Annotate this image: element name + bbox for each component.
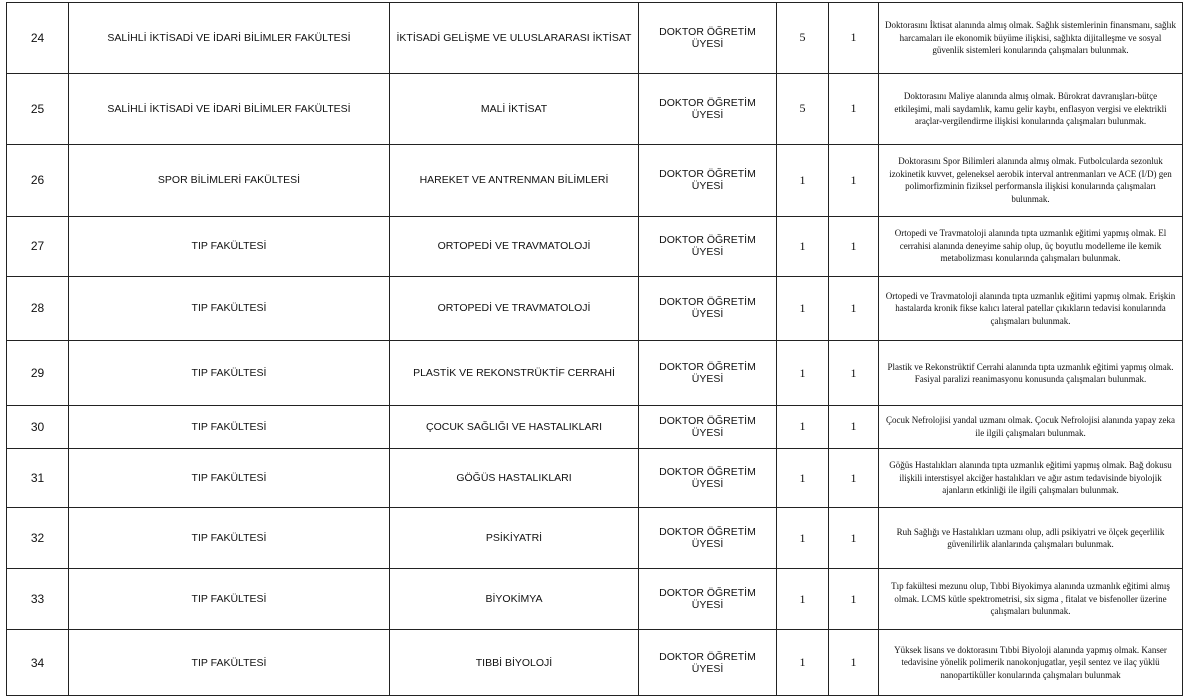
position-count: 1 xyxy=(829,406,879,449)
position-grade: 1 xyxy=(777,216,829,276)
faculty-name: SALİHLİ İKTİSADİ VE İDARİ BİLİMLER FAKÜLTESİ xyxy=(69,3,390,74)
department-name: MALİ İKTİSAT xyxy=(390,73,639,144)
academic-title: DOKTOR ÖĞRETİM ÜYESİ xyxy=(639,144,777,216)
faculty-name: TIP FAKÜLTESİ xyxy=(69,216,390,276)
position-count: 1 xyxy=(829,569,879,630)
faculty-name: TIP FAKÜLTESİ xyxy=(69,406,390,449)
row-number: 31 xyxy=(7,448,69,508)
position-count: 1 xyxy=(829,630,879,696)
academic-title: DOKTOR ÖĞRETİM ÜYESİ xyxy=(639,276,777,341)
position-requirements: Doktorasını Maliye alanında almış olmak. Bürokrat davranışları-bütçe etkileşimi, mali saydamlık, kamu gelir kaybı, enflasyon vergisi ve elektrikli araçlar-vergilendirme ilişkisi konularında çalışmaları bulunmak. xyxy=(879,73,1183,144)
positions-table xyxy=(6,2,1183,696)
position-count: 1 xyxy=(829,448,879,508)
table-row xyxy=(7,448,1183,508)
position-requirements: Ruh Sağlığı ve Hastalıkları uzmanı olup, adli psikiyatri ve ölçek geçerlilik güvenilirlik alanlarında çalışmaları bulunmak. xyxy=(879,508,1183,569)
table-row xyxy=(7,630,1183,696)
academic-title: DOKTOR ÖĞRETİM ÜYESİ xyxy=(639,630,777,696)
position-requirements: Göğüs Hastalıkları alanında tıpta uzmanlık eğitimi yapmış olmak. Bağ dokusu ilişkili interstisyel akciğer hastalıkları ve ağır astım tedavisinde biyolojik ajanların etkinliği ile ilgili çalışmaları bulunmak. xyxy=(879,448,1183,508)
position-count: 1 xyxy=(829,508,879,569)
position-grade: 1 xyxy=(777,569,829,630)
position-count: 1 xyxy=(829,341,879,406)
row-number: 28 xyxy=(7,276,69,341)
department-name: HAREKET VE ANTRENMAN BİLİMLERİ xyxy=(390,144,639,216)
position-count: 1 xyxy=(829,216,879,276)
row-number: 30 xyxy=(7,406,69,449)
academic-title: DOKTOR ÖĞRETİM ÜYESİ xyxy=(639,341,777,406)
row-number: 33 xyxy=(7,569,69,630)
position-grade: 1 xyxy=(777,508,829,569)
row-number: 24 xyxy=(7,3,69,74)
position-requirements: Yüksek lisans ve doktorasını Tıbbi Biyoloji alanında yapmış olmak. Kanser tedavisine yönelik polimerik nanokonjugatlar, yeşil sentez ve ilaç yüklü nanopartiküller konularında çalışmaları bulunmak xyxy=(879,630,1183,696)
position-grade: 1 xyxy=(777,406,829,449)
academic-title: DOKTOR ÖĞRETİM ÜYESİ xyxy=(639,406,777,449)
row-number: 26 xyxy=(7,144,69,216)
academic-title: DOKTOR ÖĞRETİM ÜYESİ xyxy=(639,73,777,144)
position-count: 1 xyxy=(829,276,879,341)
row-number: 29 xyxy=(7,341,69,406)
department-name: BİYOKİMYA xyxy=(390,569,639,630)
row-number: 25 xyxy=(7,73,69,144)
faculty-name: TIP FAKÜLTESİ xyxy=(69,276,390,341)
position-grade: 1 xyxy=(777,341,829,406)
table-row xyxy=(7,73,1183,144)
faculty-name: TIP FAKÜLTESİ xyxy=(69,508,390,569)
faculty-name: SPOR BİLİMLERİ FAKÜLTESİ xyxy=(69,144,390,216)
department-name: PSİKİYATRİ xyxy=(390,508,639,569)
table-row xyxy=(7,569,1183,630)
faculty-name: TIP FAKÜLTESİ xyxy=(69,448,390,508)
position-requirements: Doktorasını İktisat alanında almış olmak. Sağlık sistemlerinin finansmanı, sağlık harcamaları ile ekonomik büyüme ilişkisi, sağlıkta dijitalleşme ve sosyal güvenlik sistemleri konularında çalışmaları bulunmak. xyxy=(879,3,1183,74)
position-requirements: Doktorasını Spor Bilimleri alanında almış olmak. Futbolcularda sezonluk izokinetik kuvvet, geleneksel aerobik interval antrenmanları ve ACE (I/D) gen polimorfizminin fiziksel performansla ilişkisi konularında çalışmaları bulunmak. xyxy=(879,144,1183,216)
position-grade: 1 xyxy=(777,276,829,341)
position-requirements: Çocuk Nefrolojisi yandal uzmanı olmak. Çocuk Nefrolojisi alanında yapay zeka ile ilgili çalışmaları bulunmak. xyxy=(879,406,1183,449)
faculty-name: TIP FAKÜLTESİ xyxy=(69,630,390,696)
position-count: 1 xyxy=(829,144,879,216)
table-row xyxy=(7,508,1183,569)
position-requirements: Ortopedi ve Travmatoloji alanında tıpta uzmanlık eğitimi yapmış olmak. El cerrahisi alanında deneyime sahip olup, üç boyutlu modelleme ile kemik metabolizması konularında çalışmaları bulunmak. xyxy=(879,216,1183,276)
faculty-name: TIP FAKÜLTESİ xyxy=(69,341,390,406)
department-name: ORTOPEDİ VE TRAVMATOLOJİ xyxy=(390,216,639,276)
academic-title: DOKTOR ÖĞRETİM ÜYESİ xyxy=(639,3,777,74)
academic-title: DOKTOR ÖĞRETİM ÜYESİ xyxy=(639,569,777,630)
academic-title: DOKTOR ÖĞRETİM ÜYESİ xyxy=(639,216,777,276)
table-row xyxy=(7,276,1183,341)
table-row xyxy=(7,144,1183,216)
department-name: PLASTİK VE REKONSTRÜKTİF CERRAHİ xyxy=(390,341,639,406)
table-row xyxy=(7,406,1183,449)
department-name: İKTİSADİ GELİŞME VE ULUSLARARASI İKTİSAT xyxy=(390,3,639,74)
row-number: 27 xyxy=(7,216,69,276)
position-count: 1 xyxy=(829,3,879,74)
table-row xyxy=(7,216,1183,276)
position-grade: 5 xyxy=(777,3,829,74)
faculty-name: SALİHLİ İKTİSADİ VE İDARİ BİLİMLER FAKÜLTESİ xyxy=(69,73,390,144)
academic-title: DOKTOR ÖĞRETİM ÜYESİ xyxy=(639,508,777,569)
position-grade: 1 xyxy=(777,630,829,696)
faculty-name: TIP FAKÜLTESİ xyxy=(69,569,390,630)
department-name: ÇOCUK SAĞLIĞI VE HASTALIKLARI xyxy=(390,406,639,449)
position-requirements: Ortopedi ve Travmatoloji alanında tıpta uzmanlık eğitimi yapmış olmak. Erişkin hastalarda kronik fikse kalıcı lateral patellar çıkıkların tedavisi konularında çalışmaları bulunmak. xyxy=(879,276,1183,341)
table-row xyxy=(7,3,1183,74)
table-body xyxy=(7,3,1183,696)
position-requirements: Tıp fakültesi mezunu olup, Tıbbi Biyokimya alanında uzmanlık eğitimi almış olmak. LCMS kütle spektrometrisi, six sigma , fitalat ve bisfenoller üzerine çalışmaları bulunmak. xyxy=(879,569,1183,630)
position-count: 1 xyxy=(829,73,879,144)
academic-title: DOKTOR ÖĞRETİM ÜYESİ xyxy=(639,448,777,508)
position-grade: 1 xyxy=(777,144,829,216)
row-number: 34 xyxy=(7,630,69,696)
department-name: ORTOPEDİ VE TRAVMATOLOJİ xyxy=(390,276,639,341)
department-name: GÖĞÜS HASTALIKLARI xyxy=(390,448,639,508)
row-number: 32 xyxy=(7,508,69,569)
position-grade: 5 xyxy=(777,73,829,144)
position-grade: 1 xyxy=(777,448,829,508)
position-requirements: Plastik ve Rekonstrüktif Cerrahi alanında tıpta uzmanlık eğitimi yapmış olmak. Fasiyal paralizi reanimasyonu konusunda çalışmaları bulunmak. xyxy=(879,341,1183,406)
table-row xyxy=(7,341,1183,406)
department-name: TIBBİ BİYOLOJİ xyxy=(390,630,639,696)
